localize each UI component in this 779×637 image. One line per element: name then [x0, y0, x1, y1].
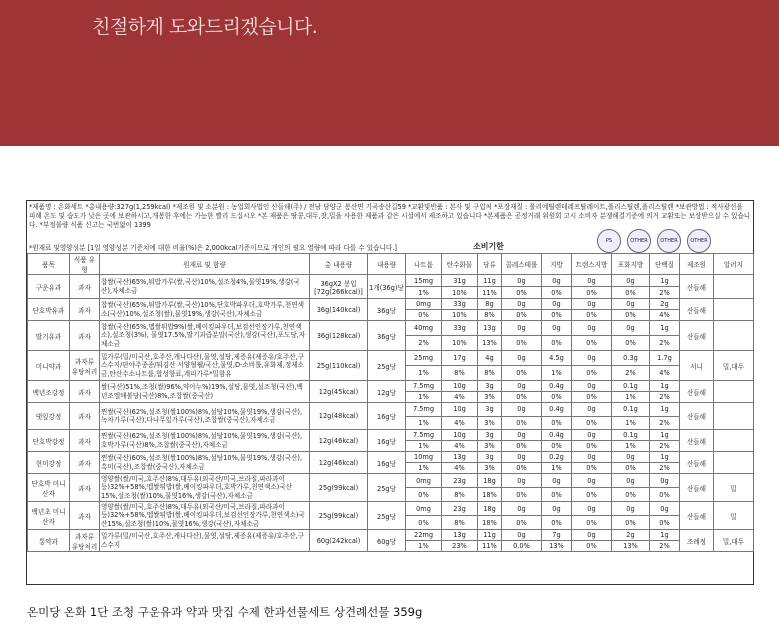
nutrient-value: 0g	[572, 403, 612, 417]
nutrient-value: 0g	[542, 474, 572, 488]
allergy	[714, 275, 754, 299]
product-name: 댓잎강정	[28, 403, 70, 430]
total-amount: 12g(45kcal)	[310, 381, 368, 403]
recycle-other-icon: OTHER	[687, 229, 711, 253]
food-type: 과자류 유탕처리	[70, 351, 100, 381]
nutrient-value: 0mg	[406, 502, 442, 516]
nutrient-percent: 0%	[572, 541, 612, 552]
table-row	[28, 403, 754, 417]
product-name: 딸기유과	[28, 321, 70, 351]
product-name: 단호박유과	[28, 299, 70, 321]
intake-note: *원재료 및영양성분 [1일 영양성분 기준치에 대한 비율(%)은 2,000kcal기준이므로 개인의 필요 열량에 따라 다를 수 있습니다.]	[29, 244, 397, 252]
nutrient-value: 3g	[478, 430, 502, 441]
product-name: 백년초 미니산자	[28, 502, 70, 530]
nutrient-percent: 2%	[650, 287, 680, 299]
nutrient-value: 0g	[572, 275, 612, 287]
nutrient-percent: 0%	[502, 287, 542, 299]
nutrient-value: 40mg	[406, 321, 442, 336]
food-type: 과자	[70, 502, 100, 530]
food-type: 과자	[70, 474, 100, 502]
nutrient-value: 4g	[478, 351, 502, 366]
manufacturer: 산들해	[680, 502, 714, 530]
nutrient-value: 0g	[650, 474, 680, 488]
nutrient-percent: 0%	[542, 392, 572, 403]
nutrient-value: 10g	[442, 403, 478, 417]
nutrient-percent: 13%	[478, 336, 502, 351]
nutrient-value: 0g	[572, 321, 612, 336]
food-type: 과자	[70, 321, 100, 351]
nutrient-percent: 0%	[542, 287, 572, 299]
nutrient-value: 0g	[650, 502, 680, 516]
nutrient-value: 7g	[542, 530, 572, 541]
ingredients: 찐쌀(국산)62%,설조청(쌀100%)8%,설탕10%,물엿19%,생강(국산),녹차가루(국산),다나무잎가루(국산),조찹쌀(중국산),자체소금	[100, 403, 310, 430]
nutrient-percent: 10%	[442, 310, 478, 321]
nutrient-percent: 3%	[478, 463, 502, 474]
column-header: 식품 유형	[70, 254, 100, 275]
nutrient-value: 4.5g	[542, 351, 572, 366]
nutrient-value: 0g	[502, 502, 542, 516]
allergy	[714, 403, 754, 430]
nutrient-value: 0g	[502, 530, 542, 541]
nutrient-percent: 4%	[650, 366, 680, 381]
ingredients: 찐쌀(국산)60%,설조청(쌀100%)8%,설탕10%,물엿19%,생강(국산),흑미(국산),조찹쌀(중국산),자체소금	[100, 452, 310, 474]
nutrient-percent: 0%	[612, 516, 650, 530]
nutrient-value: 8g	[478, 299, 502, 310]
nutrient-value: 0g	[542, 275, 572, 287]
expiry-header: 소비기한	[473, 242, 504, 251]
nutrient-percent: 0%	[572, 366, 612, 381]
nutrient-percent: 0%	[406, 310, 442, 321]
serving-unit: 16g당	[368, 403, 406, 430]
nutrient-value: 10g	[442, 430, 478, 441]
column-header: 원재료 및 함량	[100, 254, 310, 275]
nutrient-percent: 0%	[502, 310, 542, 321]
column-header: 트랜스지방	[572, 254, 612, 275]
ingredients: 영양쌀(쌀/미국,호주산)8%,대두유(외국산/미국,브라질,파라과이등)32%+58%,멥쌀튀밥(쌀,베이킹파우더,호박가루,천연색소)국산15%,설조청(쌀)10%,물엿16%,생강(국산),자체소금	[100, 474, 310, 502]
manufacturer: 산들해	[680, 299, 714, 321]
top-banner	[0, 0, 779, 146]
ingredients: 영양쌀(쌀/미국,호주산)8%,대두유(외국산/미국,브라질,파라과이등)32%+58%,멥쌀튀밥(쌀,베이킹파우더,보검선인장가루,천연색소)국산15%,설조청(쌀)10%,물엿16%,생강(국산),자체소금	[100, 502, 310, 530]
nutrient-percent: 1%	[406, 366, 442, 381]
nutrient-percent: 0%	[612, 287, 650, 299]
allergy: 밀,대두	[714, 530, 754, 552]
nutrient-value: 0g	[612, 452, 650, 463]
food-type: 과자	[70, 381, 100, 403]
column-header: 단백질	[650, 254, 680, 275]
nutrient-percent: 0%	[572, 488, 612, 502]
nutrient-percent: 0%	[572, 416, 612, 430]
manufacturer: 산들해	[680, 381, 714, 403]
nutrient-percent: 0%	[542, 310, 572, 321]
nutrient-value: 0g	[502, 403, 542, 417]
allergy: 밀,대두	[714, 351, 754, 381]
total-amount: 25g(99kcal)	[310, 502, 368, 530]
nutrient-percent: 0%	[650, 516, 680, 530]
nutrient-value: 17g	[442, 351, 478, 366]
nutrient-percent: 1%	[542, 366, 572, 381]
manufacturer: 산들해	[680, 452, 714, 474]
nutrient-percent: 1%	[406, 392, 442, 403]
table-row	[28, 530, 754, 541]
serving-unit: 25g당	[368, 502, 406, 530]
nutrient-percent: 1%	[542, 463, 572, 474]
product-name: 백년조강정	[28, 381, 70, 403]
nutrient-percent: 11%	[478, 541, 502, 552]
allergy	[714, 321, 754, 351]
nutrient-percent: 0%	[612, 310, 650, 321]
nutrient-value: 15mg	[406, 275, 442, 287]
manufacturer: 산들해	[680, 430, 714, 452]
table-row	[28, 321, 754, 336]
nutrient-percent: 0%	[542, 516, 572, 530]
nutrient-value: 0g	[572, 474, 612, 488]
product-name: 단호박 미니산자	[28, 474, 70, 502]
column-header: 내용량	[368, 254, 406, 275]
nutrient-percent: 0%	[542, 441, 572, 452]
nutrient-value: 23g	[442, 502, 478, 516]
nutrient-percent: 0%	[542, 416, 572, 430]
nutrient-percent: 4%	[650, 310, 680, 321]
nutrient-percent: 0%	[612, 488, 650, 502]
allergy	[714, 430, 754, 452]
table-row	[28, 299, 754, 310]
table-row	[28, 275, 754, 287]
nutrient-value: 7.5mg	[406, 430, 442, 441]
nutrient-value: 11g	[478, 275, 502, 287]
ingredients: 쌀(국산)51%,조청(쌀)96%,약아누%)19%,설탕,물엿,설조청(국산),백년조엘매볼당(국산)8%,조찹쌀(중국산)	[100, 381, 310, 403]
nutrient-percent: 8%	[478, 310, 502, 321]
recycle-other-icon: OTHER	[657, 229, 681, 253]
manufacturer: 산들해	[680, 403, 714, 430]
nutrient-percent: 4%	[442, 416, 478, 430]
food-type: 과자	[70, 452, 100, 474]
table-row	[28, 351, 754, 366]
nutrient-value: 0g	[572, 502, 612, 516]
nutrient-value: 0g	[502, 430, 542, 441]
nutrient-value: 0.2g	[542, 452, 572, 463]
table-row	[28, 430, 754, 441]
nutrient-value: 10mg	[406, 452, 442, 463]
ingredients: 찹쌀(국산)65%,튀밥가루(쌀,국산)10%,단호박파우더,호박가루,천연색소(국산)10%,설조청(쌀),물엿19%,생강(국산),자체소금	[100, 299, 310, 321]
nutrient-percent: 8%	[478, 366, 502, 381]
nutrient-percent: 0%	[572, 310, 612, 321]
nutrient-value: 18g	[478, 502, 502, 516]
nutrient-value: 3g	[478, 452, 502, 463]
nutrient-value: 0g	[572, 452, 612, 463]
nutrient-value: 13g	[478, 321, 502, 336]
serving-unit: 25g당	[368, 474, 406, 502]
food-type: 과자	[70, 299, 100, 321]
nutrient-percent: 0%	[650, 488, 680, 502]
product-name: 현미강정	[28, 452, 70, 474]
serving-unit: 1개(36g)당	[368, 275, 406, 299]
allergy	[714, 299, 754, 321]
ingredients: 밀가루(밀/미국산,호주산,캐나다산),물엿,설탕,제증유(제증유/호주산,구스수지/판야주종종/튀김산 서양혈웰/국산,물엿,D-소비톨,유화제,정제소금,탄산수소나트륨,합성향료,계피가루*밀함유	[100, 351, 310, 381]
nutrient-percent: 0%	[406, 488, 442, 502]
nutrient-percent: 23%	[442, 541, 478, 552]
allergy	[714, 452, 754, 474]
column-header: 포화지방	[612, 254, 650, 275]
nutrient-percent: 0%	[572, 336, 612, 351]
nutrition-label	[26, 200, 754, 585]
nutrient-percent: 0%	[542, 336, 572, 351]
nutrient-percent: 2%	[650, 541, 680, 552]
nutrient-percent: 1%	[406, 441, 442, 452]
nutrient-percent: 2%	[650, 416, 680, 430]
nutrient-percent: 2%	[650, 441, 680, 452]
nutrient-value: 0g	[502, 351, 542, 366]
nutrient-percent: 0%	[502, 392, 542, 403]
allergy: 밀	[714, 502, 754, 530]
nutrient-percent: 2%	[612, 366, 650, 381]
nutrient-percent: 1%	[406, 416, 442, 430]
nutrient-value: 0.1g	[612, 381, 650, 392]
nutrient-value: 0g	[502, 299, 542, 310]
recycle-ps-icon: PS	[597, 229, 621, 253]
serving-unit: 36g당	[368, 299, 406, 321]
nutrient-value: 3g	[478, 403, 502, 417]
nutrient-value: 31g	[442, 275, 478, 287]
nutrient-value: 0g	[612, 321, 650, 336]
serving-unit: 12g당	[368, 381, 406, 403]
food-type: 과자	[70, 403, 100, 430]
nutrition-table	[27, 253, 754, 552]
nutrient-percent: 3%	[478, 392, 502, 403]
nutrient-percent: 8%	[442, 516, 478, 530]
nutrient-percent: 2%	[650, 336, 680, 351]
nutrient-value: 1.7g	[650, 351, 680, 366]
table-row	[28, 381, 754, 392]
ingredients: 찹쌀(국산)65%,튀밥가루(쌀,국산)10%,설조청4%,물엿19%,생강(국산),자체소금	[100, 275, 310, 299]
nutrient-value: 0.4g	[542, 403, 572, 417]
recycle-other-icon: OTHER	[627, 229, 651, 253]
food-type: 과자	[70, 430, 100, 452]
nutrient-percent: 8%	[442, 488, 478, 502]
food-type: 과자류 유탕처리	[70, 530, 100, 552]
nutrient-percent: 0%	[502, 516, 542, 530]
nutrient-percent: 1%	[612, 441, 650, 452]
nutrient-percent: 1%	[406, 463, 442, 474]
table-row	[28, 502, 754, 516]
nutrient-percent: 3%	[478, 416, 502, 430]
nutrient-percent: 4%	[442, 463, 478, 474]
nutrient-percent: 0%	[502, 463, 542, 474]
table-body	[28, 275, 754, 552]
nutrient-percent: 0%	[572, 287, 612, 299]
ingredients: 찹쌀(국산)65%,멥쌀튀밥9%(쌀,베이킹파우더,보검선인장가루,천연색소),설조청(3%), 물엿17.5%,딸기과즙분말(국산),생강(국산),포도당,자체소금	[100, 321, 310, 351]
ingredients: 밀가루(밀/미국산,호주산,캐나다산),물엿,설탕,제증유(제증유/호주산,구스수지	[100, 530, 310, 552]
nutrient-percent: 0%	[572, 392, 612, 403]
nutrient-percent: 4%	[442, 441, 478, 452]
column-header: 알러지	[714, 254, 754, 275]
nutrient-value: 0g	[502, 452, 542, 463]
nutrient-value: 0g	[542, 502, 572, 516]
table-header-row	[28, 254, 754, 275]
nutrient-value: 13g	[442, 530, 478, 541]
nutrient-percent: 18%	[478, 516, 502, 530]
total-amount: 12g(46kcal)	[310, 430, 368, 452]
nutrient-percent: 13%	[612, 541, 650, 552]
nutrient-value: 0.4g	[542, 430, 572, 441]
nutrient-percent: 0%	[572, 441, 612, 452]
nutrient-value: 1g	[650, 275, 680, 287]
nutrient-value: 25mg	[406, 351, 442, 366]
nutrient-value: 1g	[650, 452, 680, 463]
nutrient-value: 1g	[650, 381, 680, 392]
nutrient-percent: 0%	[612, 336, 650, 351]
total-amount: 36gX2 봉입[72g(266kcal)]	[310, 275, 368, 299]
column-header: 탄수화물	[442, 254, 478, 275]
total-amount: 25g(110kcal)	[310, 351, 368, 381]
nutrient-percent: 0%	[406, 516, 442, 530]
total-amount: 36g(128kcal)	[310, 321, 368, 351]
product-notice: *제품명 : 온화세트 *총내용량:327g(1,259kcal) *제조원 및 소분원 : 농업회사법인 산들해(주) / 전남 담양군 봉산면 기곡송산길59 *교환및반품 : 본사 및 구입처 *포장재질 : 폴리에틸렌테레프탈레이트,폴리스틸렌,폴리스틸렌 *보관방법 : 직사광선을 피해 온도 및 습도가 낮은 곳에 보관하시고,개봉한 후에는 가능한 빨리 드십시오 *본 제품은 땅콩,대두,잣,밀을 사용한 제품과 같은 시설에서 제조하고 있습니다 *본제품은 공정거래 위원회 고시 소비자 분쟁해결기준에 의거 교환또는 보상받으실 수 있습니다. *부정불량 식품 신고는 국번없이 1399	[29, 203, 751, 229]
total-amount: 60g(242kcal)	[310, 530, 368, 552]
nutrient-value: 10g	[442, 381, 478, 392]
nutrient-value: 0g	[502, 474, 542, 488]
column-header: 품목	[28, 254, 70, 275]
manufacturer: 산들해	[680, 474, 714, 502]
serving-unit: 36g당	[368, 321, 406, 351]
nutrient-percent: 2%	[650, 392, 680, 403]
nutrient-percent: 2%	[406, 336, 442, 351]
nutrient-percent: 1%	[612, 416, 650, 430]
total-amount: 25g(99kcal)	[310, 474, 368, 502]
nutrient-percent: 0%	[502, 366, 542, 381]
nutrient-value: 0g	[612, 275, 650, 287]
nutrient-value: 0.1g	[612, 430, 650, 441]
nutrient-value: 18g	[478, 474, 502, 488]
product-name: 미니약과	[28, 351, 70, 381]
serving-unit: 16g당	[368, 430, 406, 452]
recycle-marks	[597, 229, 711, 253]
nutrient-percent: 4%	[442, 392, 478, 403]
nutrient-percent: 2%	[650, 463, 680, 474]
nutrient-value: 0g	[502, 275, 542, 287]
column-header: 제조원	[680, 254, 714, 275]
nutrient-value: 0g	[572, 299, 612, 310]
nutrient-value: 0.4g	[542, 381, 572, 392]
nutrient-value: 3g	[478, 381, 502, 392]
nutrient-value: 7.5mg	[406, 403, 442, 417]
nutrient-percent: 0.0%	[502, 541, 542, 552]
nutrient-value: 0g	[612, 299, 650, 310]
ingredients: 찐쌀(국산)62%,설조청(쌀100%)8%,설탕10%,물엿19%,생강(국산),호박가루(국산)8%,조찹쌀(중국산),자체소금	[100, 430, 310, 452]
nutrient-percent: 1%	[406, 541, 442, 552]
food-type: 과자	[70, 275, 100, 299]
product-name: 구운유과	[28, 275, 70, 299]
table-row	[28, 452, 754, 463]
manufacturer: 서니	[680, 351, 714, 381]
serving-unit: 60g당	[368, 530, 406, 552]
nutrient-percent: 0%	[502, 416, 542, 430]
nutrient-value: 2g	[650, 299, 680, 310]
nutrient-value: 0g	[572, 351, 612, 366]
nutrient-percent: 0%	[572, 516, 612, 530]
nutrient-value: 22mg	[406, 530, 442, 541]
total-amount: 12g(46kcal)	[310, 452, 368, 474]
nutrient-percent: 0%	[612, 463, 650, 474]
nutrient-percent: 0%	[502, 336, 542, 351]
serving-unit: 25g당	[368, 351, 406, 381]
nutrient-value: 0.3g	[612, 351, 650, 366]
nutrient-percent: 10%	[442, 287, 478, 299]
nutrient-percent: 0%	[502, 441, 542, 452]
table-row	[28, 474, 754, 488]
nutrient-value: 0g	[572, 381, 612, 392]
nutrient-percent: 3%	[478, 441, 502, 452]
nutrient-value: 0g	[572, 530, 612, 541]
nutrient-value: 0g	[572, 430, 612, 441]
column-header: 당류	[478, 254, 502, 275]
nutrient-value: 7.5mg	[406, 381, 442, 392]
banner-title: 친절하게 도와드리겠습니다.	[92, 16, 318, 38]
nutrient-value: 0mg	[406, 474, 442, 488]
nutrient-value: 11g	[478, 530, 502, 541]
nutrient-value: 0g	[502, 381, 542, 392]
allergy: 밀	[714, 474, 754, 502]
column-header: 나트륨	[406, 254, 442, 275]
nutrient-value: 1g	[650, 321, 680, 336]
nutrient-percent: 18%	[478, 488, 502, 502]
column-header: 총 내용량	[310, 254, 368, 275]
nutrient-value: 0g	[542, 299, 572, 310]
column-header: 콜레스테롤	[502, 254, 542, 275]
nutrient-percent: 8%	[442, 366, 478, 381]
nutrient-value: 33g	[442, 321, 478, 336]
total-amount: 12g(48kcal)	[310, 403, 368, 430]
nutrient-value: 23g	[442, 474, 478, 488]
nutrient-value: 33g	[442, 299, 478, 310]
nutrient-percent: 1%	[612, 392, 650, 403]
allergy	[714, 381, 754, 403]
nutrient-percent: 13%	[542, 541, 572, 552]
nutrient-percent: 11%	[478, 287, 502, 299]
nutrient-value: 0g	[612, 474, 650, 488]
nutrient-percent: 10%	[442, 336, 478, 351]
manufacturer: 산들해	[680, 321, 714, 351]
nutrient-percent: 0%	[542, 488, 572, 502]
manufacturer: 조례정	[680, 530, 714, 552]
nutrient-value: 0g	[502, 321, 542, 336]
product-caption: 온미당 온화 1단 조청 구운유과 약과 맛집 수제 한과선물세트 상견례선물 359g	[27, 605, 423, 619]
nutrient-percent: 1%	[406, 287, 442, 299]
column-header: 지방	[542, 254, 572, 275]
nutrient-percent: 0%	[502, 488, 542, 502]
nutrient-value: 0.1g	[612, 403, 650, 417]
nutrient-value: 0g	[542, 321, 572, 336]
product-name: 통약과	[28, 530, 70, 552]
nutrient-value: 1g	[650, 403, 680, 417]
nutrient-value: 1g	[650, 430, 680, 441]
serving-unit: 16g당	[368, 452, 406, 474]
nutrient-value: 1g	[650, 530, 680, 541]
total-amount: 36g(140kcal)	[310, 299, 368, 321]
nutrient-value: 0mg	[406, 299, 442, 310]
nutrient-value: 2g	[612, 530, 650, 541]
manufacturer: 산들해	[680, 275, 714, 299]
nutrient-value: 0g	[612, 502, 650, 516]
product-name: 단호박강정	[28, 430, 70, 452]
nutrient-value: 13g	[442, 452, 478, 463]
nutrient-percent: 0%	[572, 463, 612, 474]
